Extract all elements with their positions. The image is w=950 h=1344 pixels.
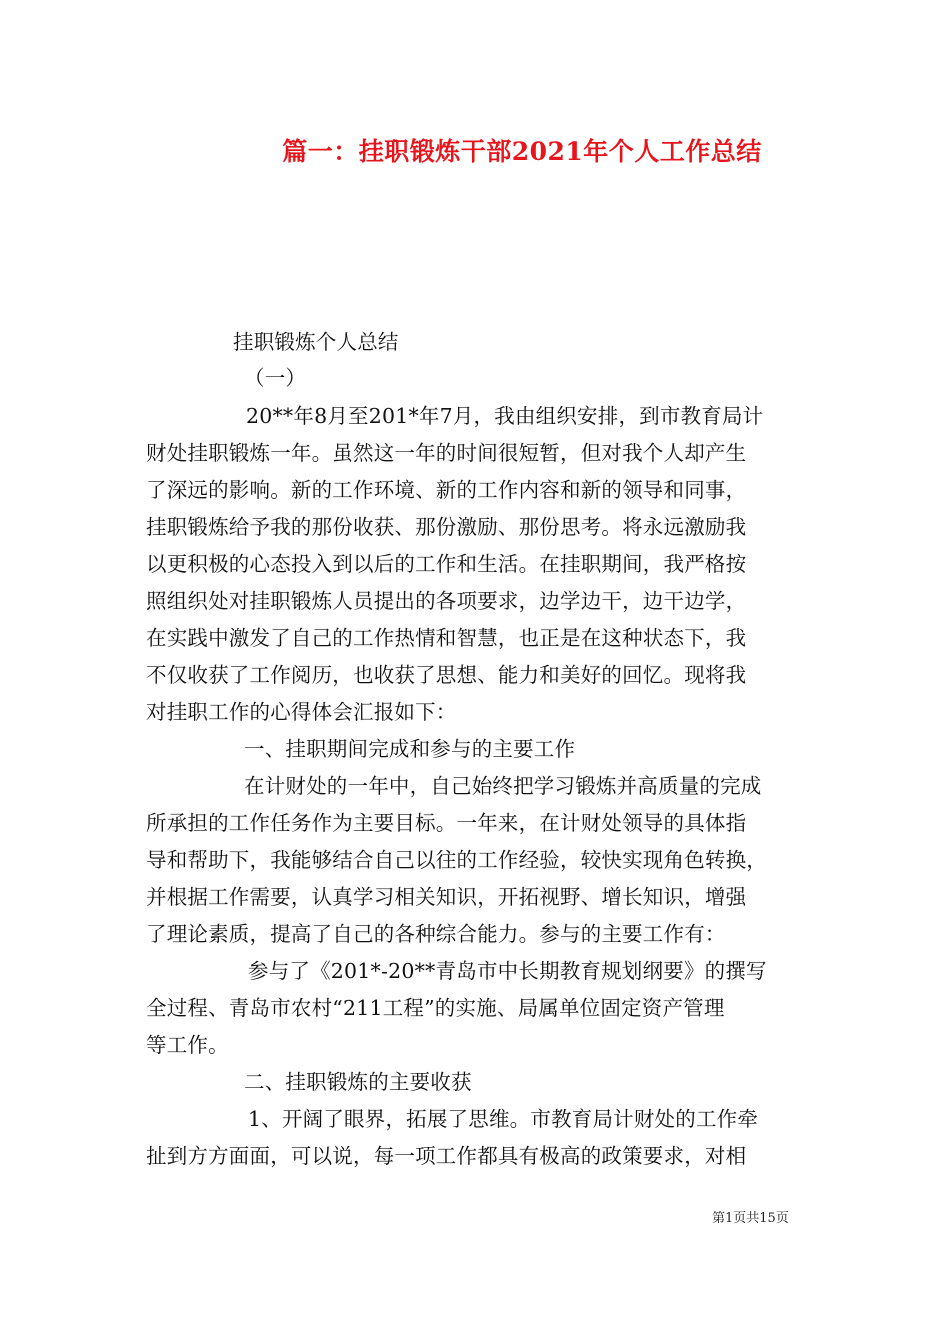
paragraph-line: 财处挂职锻炼一年。虽然这一年的时间很短暂，但对我个人却产生 xyxy=(146,441,747,465)
section-heading: 一、挂职期间完成和参与的主要工作 xyxy=(244,737,576,761)
paragraph-line: 并根据工作需要，认真学习相关知识，开拓视野、增长知识，增强 xyxy=(146,885,747,909)
paragraph-line: 在计财处的一年中，自己始终把学习锻炼并高质量的完成 xyxy=(244,774,762,798)
paragraph-line: 导和帮助下，我能够结合自己以往的工作经验，较快实现角色转换， xyxy=(146,848,767,872)
page-number: 第1页共15页 xyxy=(712,1211,789,1226)
paragraph-line: 扯到方方面面，可以说，每一项工作都具有极高的政策要求，对相 xyxy=(146,1144,747,1168)
paragraph-line: 了理论素质，提高了自己的各种综合能力。参与的主要工作有： xyxy=(146,922,726,946)
paragraph-line: 等工作。 xyxy=(146,1033,229,1057)
paragraph-line: 20**年8月至201*年7月，我由组织安排，到市教育局计 xyxy=(246,404,764,428)
paragraph-line: 对挂职工作的心得体会汇报如下： xyxy=(146,700,457,724)
section-marker: （一） xyxy=(244,366,307,390)
section-heading: 二、挂职锻炼的主要收获 xyxy=(244,1070,472,1094)
paragraph-line: 了深远的影响。新的工作环境、新的工作内容和新的领导和同事， xyxy=(146,478,747,502)
paragraph-line: 1、开阔了眼界，拓展了思维。市教育局计财处的工作牵 xyxy=(248,1107,759,1131)
paragraph-line: 在实践中激发了自己的工作热情和智慧，也正是在这种状态下，我 xyxy=(146,626,747,650)
paragraph-line: 照组织处对挂职锻炼人员提出的各项要求，边学边干，边干边学， xyxy=(146,589,747,613)
paragraph-line: 所承担的工作任务作为主要目标。一年来，在计财处领导的具体指 xyxy=(146,811,747,835)
paragraph-line: 全过程、青岛市农村“211工程”的实施、局属单位固定资产管理 xyxy=(146,996,725,1020)
paragraph-line: 参与了《201*-20**青岛市中长期教育规划纲要》的撰写 xyxy=(248,959,767,983)
subtitle: 挂职锻炼个人总结 xyxy=(233,330,399,354)
paragraph-line: 不仅收获了工作阅历，也收获了思想、能力和美好的回忆。现将我 xyxy=(146,663,747,687)
paragraph-line: 挂职锻炼给予我的那份收获、那份激励、那份思考。将永远激励我 xyxy=(146,515,747,539)
paragraph-line: 以更积极的心态投入到以后的工作和生活。在挂职期间，我严格按 xyxy=(146,552,747,576)
document-title: 篇一：挂职锻炼干部2021年个人工作总结 xyxy=(282,137,762,166)
